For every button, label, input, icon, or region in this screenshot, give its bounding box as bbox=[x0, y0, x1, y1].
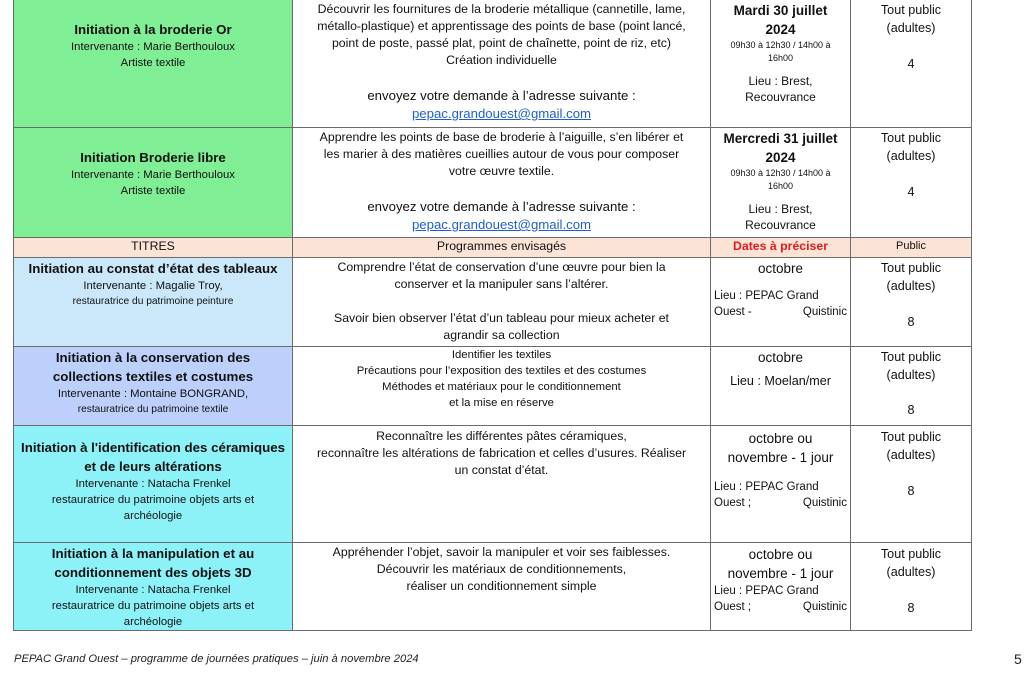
workshop-title: collections textiles et costumes bbox=[52, 369, 254, 384]
audience: (adultes) bbox=[886, 448, 936, 462]
date-line: Mercredi 31 juillet bbox=[723, 131, 838, 146]
public-cell bbox=[851, 258, 972, 347]
date-cell bbox=[711, 128, 851, 238]
program-line: agrandir sa collection bbox=[443, 328, 560, 342]
program-line: Méthodes et matériaux pour le conditionnement bbox=[382, 381, 621, 393]
audience: (adultes) bbox=[886, 565, 936, 579]
location bbox=[714, 479, 847, 511]
date-cell bbox=[711, 426, 851, 543]
location-part: Quistinic bbox=[802, 497, 847, 509]
location-line: Lieu : PEPAC Grand bbox=[714, 290, 819, 302]
public-cell bbox=[851, 426, 972, 543]
public-cell bbox=[851, 128, 972, 238]
spacer bbox=[854, 581, 968, 599]
date-year: 2024 bbox=[765, 22, 796, 37]
date-year: 2024 bbox=[765, 150, 796, 165]
title-cell bbox=[14, 258, 293, 347]
table-row bbox=[14, 258, 972, 347]
workshop-title: Initiation à la manipulation et au bbox=[51, 546, 255, 561]
spacer bbox=[854, 295, 968, 313]
audience: Tout public bbox=[880, 131, 942, 145]
location bbox=[714, 583, 847, 615]
location: Lieu : Brest, bbox=[748, 202, 813, 216]
program-line: Découvrir les fournitures de la broderie métallique (cannetille, lame, bbox=[317, 2, 686, 16]
program-cell bbox=[293, 543, 711, 631]
location-line bbox=[714, 304, 847, 320]
header-titres: TITRES bbox=[14, 238, 293, 258]
email-link[interactable]: pepac.grandouest@gmail.com bbox=[411, 217, 592, 232]
spacer bbox=[854, 464, 968, 482]
date-line: octobre ou bbox=[748, 547, 813, 562]
location: Recouvrance bbox=[745, 90, 816, 104]
title-cell bbox=[14, 128, 293, 238]
spacer bbox=[854, 384, 968, 401]
date-line: octobre ou bbox=[748, 431, 813, 446]
location-part: Ouest ; bbox=[714, 601, 752, 613]
workshop-title: Initiation à l'identification des céramiques bbox=[21, 440, 285, 455]
location: Lieu : Brest, bbox=[748, 74, 813, 88]
time-line: 16h00 bbox=[767, 181, 794, 191]
speaker: Intervenante : Marie Berthouloux bbox=[71, 169, 235, 181]
date-line: novembre - 1 jour bbox=[727, 566, 834, 581]
speaker-role: Artiste textile bbox=[120, 57, 186, 69]
date-line: Mardi 30 juillet bbox=[733, 3, 828, 18]
program-line: Découvrir les matériaux de conditionnements, bbox=[376, 562, 627, 576]
workshop-title: Initiation à la conservation des bbox=[55, 350, 251, 365]
speaker-role: archéologie bbox=[123, 616, 183, 628]
workshop-title: Initiation au constat d’état des tableaux bbox=[28, 261, 278, 276]
location-line: Lieu : PEPAC Grand bbox=[714, 585, 819, 597]
spacer bbox=[714, 65, 847, 73]
program-line: point de poste, passé plat, point de chaînette, point de riz, etc) bbox=[331, 36, 672, 50]
request-text: envoyez votre demande à l’adresse suivante : bbox=[367, 88, 636, 103]
speaker-role: Artiste textile bbox=[120, 185, 186, 197]
header-programmes: Programmes envisagés bbox=[293, 238, 711, 258]
program-cell bbox=[293, 128, 711, 238]
program-cell bbox=[293, 0, 711, 128]
header-public: Public bbox=[851, 238, 972, 258]
spacer bbox=[714, 193, 847, 201]
program-line: Appréhender l’objet, savoir la manipuler et voir ses faiblesses. bbox=[332, 545, 671, 559]
email-link[interactable]: pepac.grandouest@gmail.com bbox=[411, 106, 592, 121]
speaker-role: restauratrice du patrimoine peinture bbox=[72, 296, 234, 307]
date-cell bbox=[711, 258, 851, 347]
title-cell bbox=[14, 543, 293, 631]
header-dates: Dates à préciser bbox=[711, 238, 851, 258]
table-row bbox=[14, 0, 972, 128]
title-cell bbox=[14, 0, 293, 128]
title-cell bbox=[14, 426, 293, 543]
spacer bbox=[854, 37, 968, 55]
workshop-title: Initiation à la broderie Or bbox=[74, 22, 232, 37]
public-cell bbox=[851, 347, 972, 426]
participant-count: 4 bbox=[907, 185, 915, 199]
title-cell bbox=[14, 347, 293, 426]
table-row bbox=[14, 347, 972, 426]
speaker-role: restauratrice du patrimoine objets arts et bbox=[51, 494, 255, 506]
location-line bbox=[714, 599, 847, 615]
program-line: un constat d’état. bbox=[454, 463, 549, 477]
table-row bbox=[14, 426, 972, 543]
location-line: Lieu : PEPAC Grand bbox=[714, 481, 819, 493]
program-line: reconnaître les altérations de fabrication et celles d’usures. Réaliser bbox=[316, 446, 687, 460]
time-line: 16h00 bbox=[767, 53, 794, 63]
program-line: Apprendre les points de base de broderie à l’aiguille, s’en libérer et bbox=[319, 130, 684, 144]
date-cell bbox=[711, 0, 851, 128]
program-line: réaliser un conditionnement simple bbox=[406, 579, 597, 593]
workshop-title: et de leurs altérations bbox=[84, 459, 222, 474]
date-cell bbox=[711, 347, 851, 426]
program-line: Identifier les textiles bbox=[451, 349, 552, 361]
program-line: Précautions pour l’exposition des textiles et des costumes bbox=[356, 365, 647, 377]
workshop-title: Initiation Broderie libre bbox=[80, 150, 226, 165]
audience: Tout public bbox=[880, 350, 942, 364]
program-line: les marier à des matières cueillies autour de vous pour composer bbox=[323, 147, 680, 161]
speaker: Intervenante : Montaine BONGRAND, bbox=[57, 388, 249, 400]
audience: Tout public bbox=[880, 430, 942, 444]
audience: (adultes) bbox=[886, 368, 936, 382]
location-part: Ouest ; bbox=[714, 497, 752, 509]
location-part: Quistinic bbox=[802, 601, 847, 613]
speaker-role: archéologie bbox=[123, 510, 183, 522]
participant-count: 8 bbox=[907, 315, 915, 329]
program-line: votre œuvre textile. bbox=[448, 164, 555, 178]
page-number: 5 bbox=[1014, 651, 1022, 667]
workshop-title: conditionnement des objets 3D bbox=[54, 565, 252, 580]
audience: Tout public bbox=[880, 3, 942, 17]
audience: (adultes) bbox=[886, 149, 936, 163]
audience: (adultes) bbox=[886, 21, 936, 35]
speaker: Intervenante : Natacha Frenkel bbox=[75, 478, 231, 490]
time-line: 09h30 à 12h30 / 14h00 à bbox=[730, 40, 831, 50]
program-table bbox=[13, 0, 972, 631]
program-line: Reconnaître les différentes pâtes céramiques, bbox=[376, 429, 627, 443]
participant-count: 8 bbox=[907, 403, 915, 417]
participant-count: 8 bbox=[907, 484, 915, 498]
participant-count: 8 bbox=[907, 601, 915, 615]
spacer bbox=[854, 165, 968, 183]
program-line: conserver et la manipuler sans l’altérer. bbox=[394, 277, 609, 291]
spacer bbox=[714, 467, 847, 479]
audience: (adultes) bbox=[886, 279, 936, 293]
speaker: Intervenante : Marie Berthouloux bbox=[71, 41, 235, 53]
date-line: octobre bbox=[757, 261, 804, 276]
header-row bbox=[14, 238, 972, 258]
audience: Tout public bbox=[880, 261, 942, 275]
footer-text: PEPAC Grand Ouest – programme de journées pratiques – juin à novembre 2024 bbox=[14, 653, 419, 665]
program-line: Comprendre l’état de conservation d’une œuvre pour bien la bbox=[337, 260, 666, 274]
audience: Tout public bbox=[880, 547, 942, 561]
program-line: Création individuelle bbox=[446, 53, 557, 67]
participant-count: 4 bbox=[907, 57, 915, 71]
program-line: Savoir bien observer l’état d’un tableau pour mieux acheter et bbox=[334, 311, 669, 325]
table-row bbox=[14, 543, 972, 631]
program-line: métallo-plastique) et apprentissage des points de base (point lancé, bbox=[317, 19, 686, 33]
location-line bbox=[714, 495, 847, 511]
program-line: et la mise en réserve bbox=[449, 397, 554, 409]
speaker: Intervenante : Magalie Troy, bbox=[83, 280, 223, 292]
location-part: Quistinic bbox=[802, 306, 847, 318]
time-line: 09h30 à 12h30 / 14h00 à bbox=[730, 168, 831, 178]
date-cell bbox=[711, 543, 851, 631]
date-line: novembre - 1 jour bbox=[727, 450, 834, 465]
public-cell bbox=[851, 543, 972, 631]
table-row bbox=[14, 128, 972, 238]
spacer bbox=[296, 180, 707, 197]
location bbox=[714, 288, 847, 320]
spacer bbox=[714, 278, 847, 288]
speaker: Intervenante : Natacha Frenkel bbox=[75, 584, 231, 596]
date-line: octobre bbox=[757, 350, 804, 365]
spacer bbox=[296, 293, 707, 310]
public-cell bbox=[851, 0, 972, 128]
location: Lieu : Moelan/mer bbox=[730, 374, 831, 388]
spacer bbox=[296, 69, 707, 86]
speaker-role: restauratrice du patrimoine objets arts et bbox=[51, 600, 255, 612]
request-text: envoyez votre demande à l’adresse suivante : bbox=[367, 199, 636, 214]
location-part: Ouest - bbox=[714, 306, 752, 318]
program-cell bbox=[293, 258, 711, 347]
program-cell bbox=[293, 347, 711, 426]
program-cell bbox=[293, 426, 711, 543]
location: Recouvrance bbox=[745, 218, 816, 232]
speaker-role: restauratrice du patrimoine textile bbox=[77, 404, 229, 415]
